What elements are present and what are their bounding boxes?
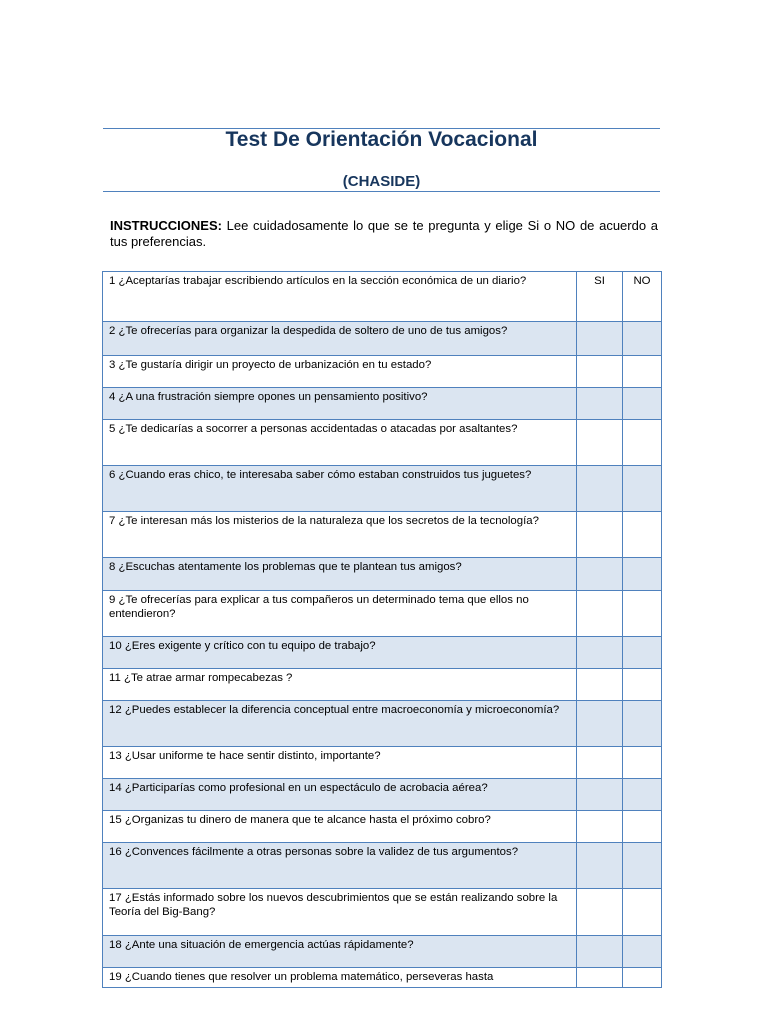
answer-no-cell[interactable] [623,843,662,889]
answer-si-cell[interactable] [577,843,623,889]
table-row [103,779,662,811]
question-text: 4 ¿A una frustración siempre opones un pensamiento positivo? [103,388,577,420]
table-row [103,388,662,420]
answer-si-cell[interactable] [577,558,623,591]
table-row [103,968,662,988]
question-text: 10 ¿Eres exigente y crítico con tu equipo de trabajo? [103,637,577,669]
question-text: 15 ¿Organizas tu dinero de manera que te alcance hasta el próximo cobro? [103,811,577,843]
bottom-rule [103,191,660,192]
answer-no-cell[interactable] [623,936,662,968]
question-text: 7 ¿Te interesan más los misterios de la naturaleza que los secretos de la tecnología? [103,512,577,558]
question-text: 6 ¿Cuando eras chico, te interesaba saber cómo estaban construidos tus juguetes? [103,466,577,512]
answer-si-cell[interactable] [577,669,623,701]
answer-si-cell[interactable] [577,747,623,779]
question-text: 19 ¿Cuando tienes que resolver un problema matemático, perseveras hasta [103,968,577,988]
question-text: 9 ¿Te ofrecerías para explicar a tus compañeros un determinado tema que ellos no entendieron? [103,591,577,637]
table-row [103,356,662,388]
answer-no-cell[interactable] [623,701,662,747]
question-text: 16 ¿Convences fácilmente a otras personas sobre la validez de tus argumentos? [103,843,577,889]
answer-si-cell[interactable] [577,420,623,466]
questions-table [102,271,662,988]
question-text: 3 ¿Te gustaría dirigir un proyecto de urbanización en tu estado? [103,356,577,388]
table-row [103,701,662,747]
answer-si-cell[interactable] [577,968,623,988]
answer-si-cell[interactable] [577,356,623,388]
answer-si-cell[interactable] [577,466,623,512]
answer-no-cell[interactable] [623,322,662,356]
answer-no-cell[interactable] [623,968,662,988]
question-text: 11 ¿Te atrae armar rompecabezas ? [103,669,577,701]
table-row [103,512,662,558]
answer-si-cell[interactable] [577,388,623,420]
document-title: Test De Orientación Vocacional [225,128,538,151]
answer-si-cell[interactable] [577,591,623,637]
instructions-text: Lee cuidadosamente lo que se te pregunta y elige Si o NO de acuerdo a tus preferencias. [110,218,658,249]
answer-si-cell[interactable] [577,936,623,968]
question-text: 2 ¿Te ofrecerías para organizar la despedida de soltero de uno de tus amigos? [103,322,577,356]
answer-si-cell[interactable] [577,637,623,669]
answer-no-cell[interactable] [623,747,662,779]
answer-si-cell[interactable] [577,889,623,936]
column-header-si[interactable]: SI [577,272,623,322]
table-row [103,637,662,669]
question-text: 14 ¿Participarías como profesional en un espectáculo de acrobacia aérea? [103,779,577,811]
answer-si-cell[interactable] [577,512,623,558]
answer-no-cell[interactable] [623,591,662,637]
answer-si-cell[interactable] [577,322,623,356]
answer-no-cell[interactable] [623,466,662,512]
question-text: 13 ¿Usar uniforme te hace sentir distinto, importante? [103,747,577,779]
table-row [103,322,662,356]
table-row [103,843,662,889]
instructions-label: INSTRUCCIONES: [110,218,222,233]
table-row [103,936,662,968]
answer-no-cell[interactable] [623,420,662,466]
column-header-no[interactable]: NO [623,272,662,322]
table-row [103,558,662,591]
answer-no-cell[interactable] [623,779,662,811]
question-text: 18 ¿Ante una situación de emergencia actúas rápidamente? [103,936,577,968]
table-row [103,889,662,936]
question-text: 8 ¿Escuchas atentamente los problemas que te plantean tus amigos? [103,558,577,591]
question-text: 5 ¿Te dedicarías a socorrer a personas accidentadas o atacadas por asaltantes? [103,420,577,466]
answer-no-cell[interactable] [623,811,662,843]
answer-si-cell[interactable] [577,779,623,811]
question-text: 17 ¿Estás informado sobre los nuevos descubrimientos que se están realizando sobre la Teoría del Big-Bang? [103,889,577,936]
answer-no-cell[interactable] [623,388,662,420]
document-subtitle: (CHASIDE) [342,173,421,190]
answer-no-cell[interactable] [623,356,662,388]
table-row [103,272,662,322]
answer-no-cell[interactable] [623,669,662,701]
answer-si-cell[interactable] [577,701,623,747]
answer-no-cell[interactable] [623,512,662,558]
table-row [103,466,662,512]
answer-si-cell[interactable] [577,811,623,843]
table-row [103,591,662,637]
table-row [103,747,662,779]
instructions-paragraph [110,218,658,250]
table-row [103,811,662,843]
question-text: 1 ¿Aceptarías trabajar escribiendo artículos en la sección económica de un diario? [103,272,577,322]
answer-no-cell[interactable] [623,637,662,669]
table-row [103,420,662,466]
table-row [103,669,662,701]
question-text: 12 ¿Puedes establecer la diferencia conceptual entre macroeconomía y microeconomía? [103,701,577,747]
answer-no-cell[interactable] [623,558,662,591]
answer-no-cell[interactable] [623,889,662,936]
